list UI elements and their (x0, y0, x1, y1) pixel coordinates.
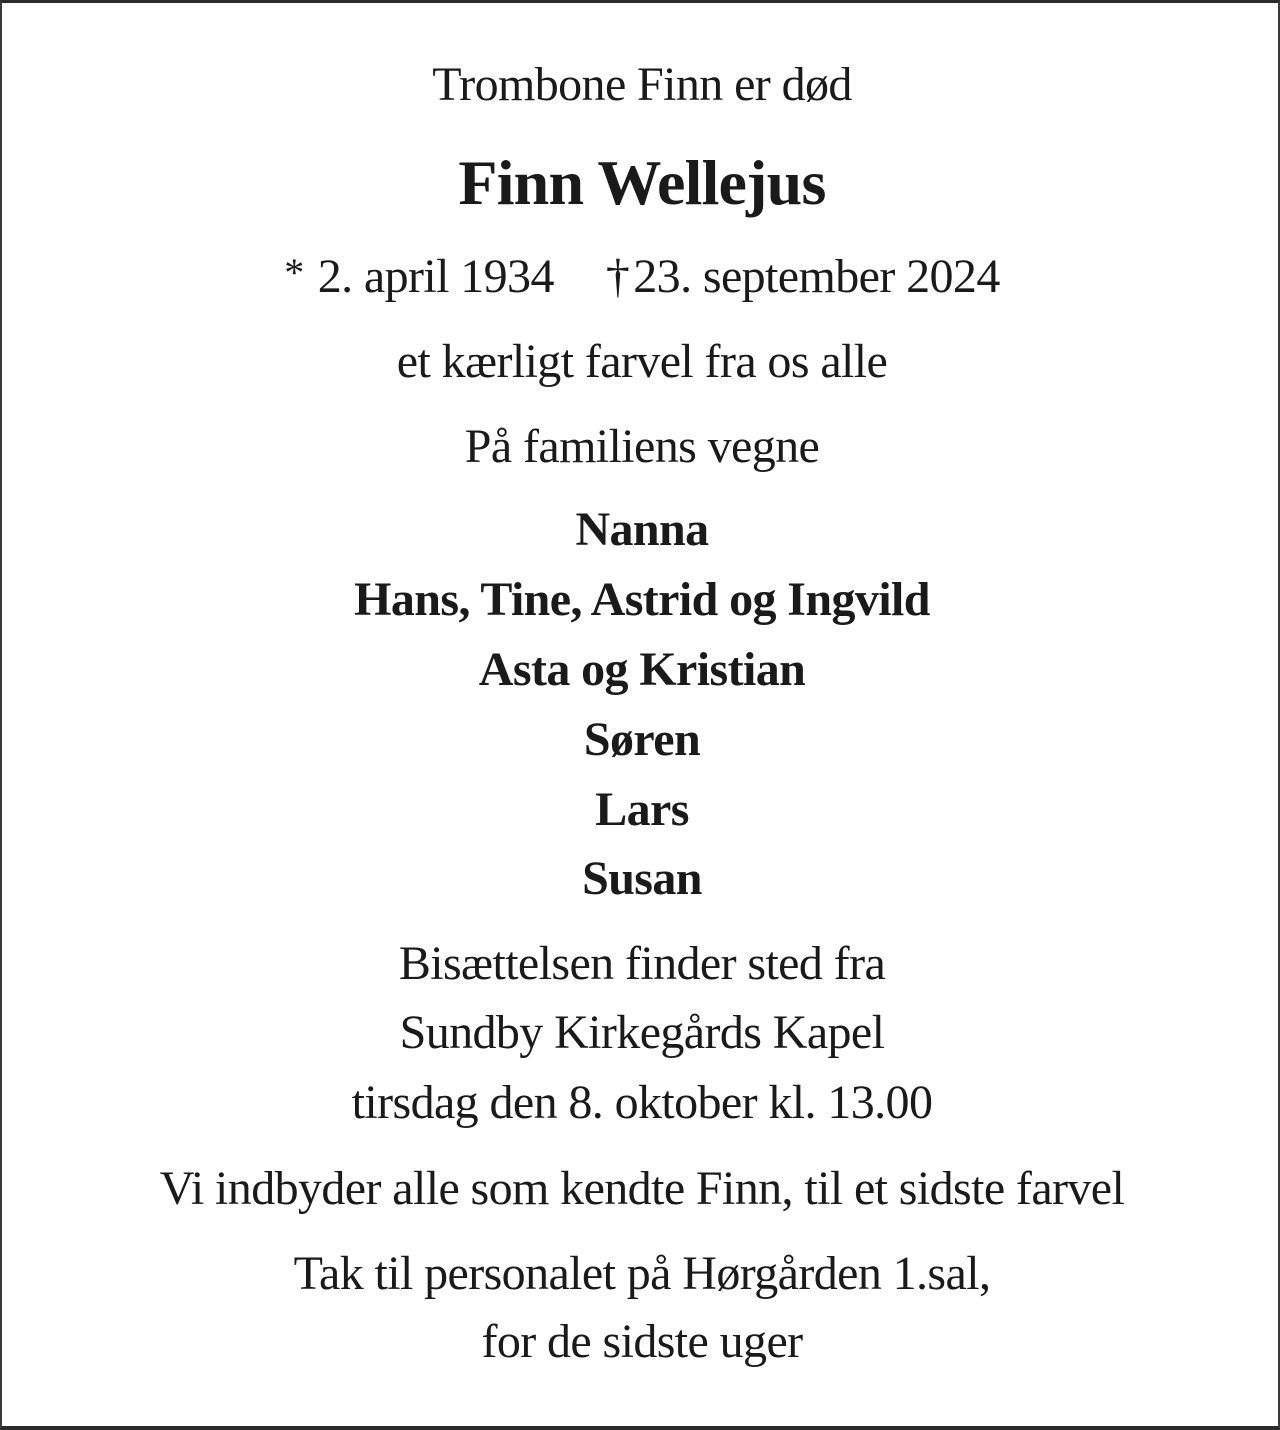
funeral-line: Bisættelsen finder sted fra (398, 937, 886, 990)
on-behalf-text: På familiens vegne (464, 420, 820, 473)
family-member: Nanna (575, 503, 709, 556)
notice-intro: Trombone Finn er død (432, 58, 852, 111)
family-member: Søren (583, 713, 701, 766)
birth-date: 2. april 1934 (317, 250, 554, 303)
thanks-line: Tak til personalet på Hørgården 1.sal, (293, 1247, 991, 1300)
death-date: 23. september 2024 (633, 250, 1000, 303)
invitation-text: Vi indbyder alle som kendte Finn, til et sidste farvel (159, 1162, 1125, 1215)
family-member: Asta og Kristian (478, 643, 806, 696)
family-member: Hans, Tine, Astrid og Ingvild (354, 573, 930, 626)
birth-asterisk-icon: * (284, 250, 304, 295)
life-dates (2, 250, 1280, 303)
thanks-line: for de sidste uger (481, 1315, 803, 1368)
farewell-text: et kærligt farvel fra os alle (396, 335, 888, 388)
funeral-datetime: tirsdag den 8. oktober kl. 13.00 (351, 1076, 933, 1129)
family-member: Lars (595, 783, 689, 836)
death-cross-icon: † (605, 250, 630, 303)
family-member: Susan (582, 852, 702, 905)
funeral-location: Sundby Kirkegårds Kapel (399, 1006, 885, 1059)
deceased-name: Finn Wellejus (458, 147, 826, 218)
